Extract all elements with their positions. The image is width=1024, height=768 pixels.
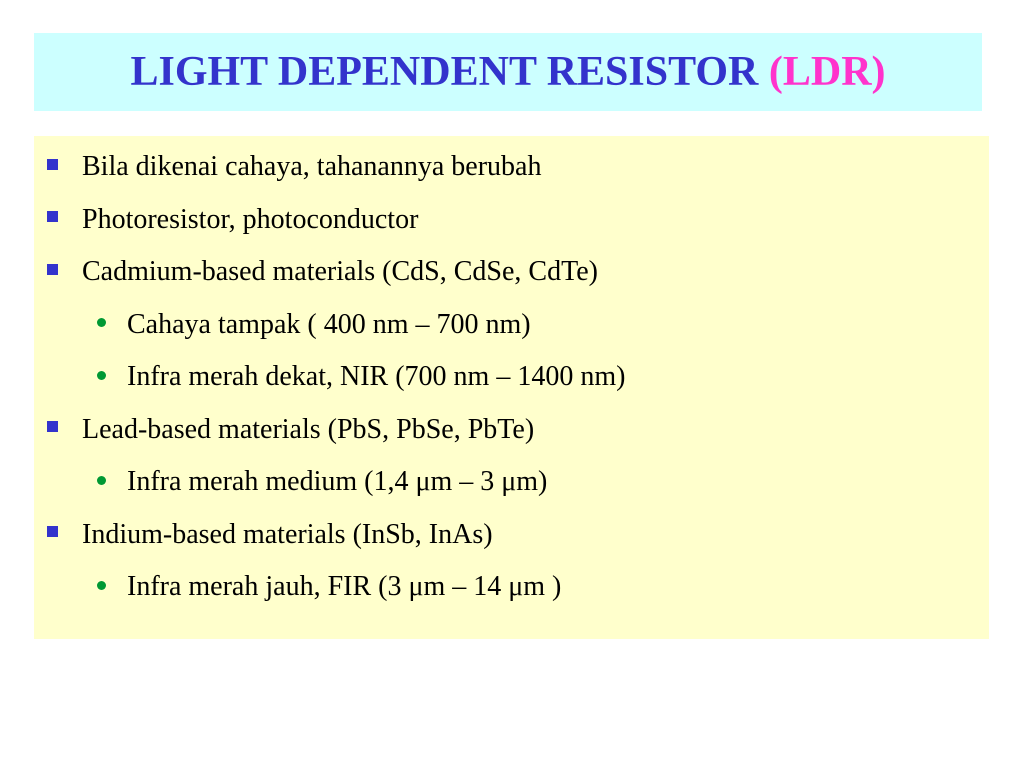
slide-title-main: LIGHT DEPENDENT RESISTOR [130,49,769,95]
square-bullet-icon [47,421,58,432]
sub-bullet-text: Infra merah jauh, FIR (3 μm – 14 μm ) [127,571,562,603]
slide-title [130,51,885,93]
bullet-text: Lead-based materials (PbS, PbSe, PbTe) [82,413,535,445]
sub-bullet-text: Infra merah medium (1,4 μm – 3 μm) [127,466,548,498]
title-box [34,33,982,111]
bullet-text: Indium-based materials (InSb, InAs) [82,518,493,550]
bullet-text: Cadmium-based materials (CdS, CdSe, CdTe) [82,256,598,288]
round-bullet-icon [97,371,106,380]
bullet-item [34,246,989,299]
bullet-item [34,404,989,457]
round-bullet-icon [97,581,106,590]
round-bullet-icon [97,476,106,485]
bullet-text: Photoresistor, photoconductor [82,203,419,235]
sub-bullet-item [34,299,989,352]
sub-bullet-text: Cahaya tampak ( 400 nm – 700 nm) [127,308,531,340]
bullet-text: Bila dikenai cahaya, tahanannya berubah [82,151,542,183]
square-bullet-icon [47,264,58,275]
square-bullet-icon [47,159,58,170]
sub-bullet-text: Infra merah dekat, NIR (700 nm – 1400 nm) [127,361,626,393]
sub-bullet-item [34,561,989,614]
sub-bullet-item [34,351,989,404]
bullet-item [34,194,989,247]
sub-bullet-item [34,456,989,509]
square-bullet-icon [47,526,58,537]
square-bullet-icon [47,211,58,222]
bullet-list [34,141,989,614]
bullet-item [34,509,989,562]
bullet-item [34,141,989,194]
content-box [34,136,989,639]
round-bullet-icon [97,318,106,327]
slide-title-accent: (LDR) [768,49,886,95]
